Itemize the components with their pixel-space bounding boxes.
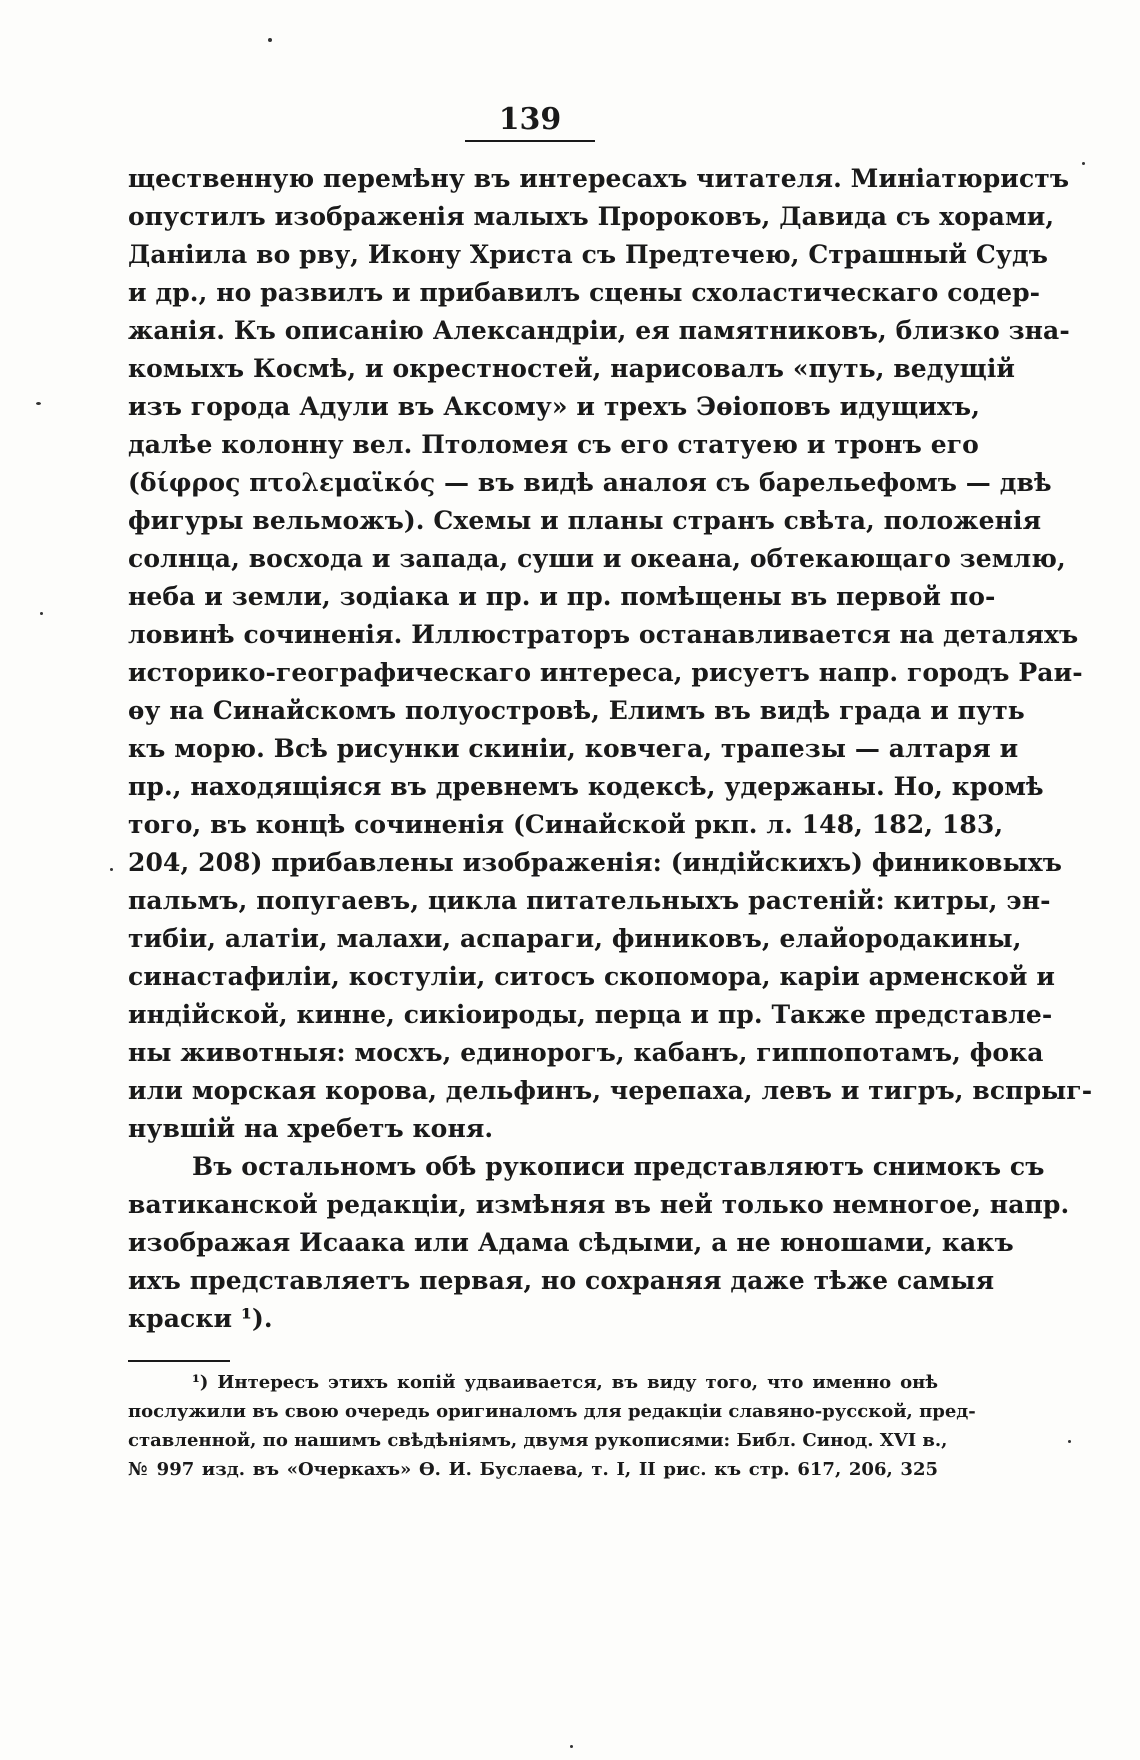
text-line: солнца, восхода и запада, суши и океана, обтекающаго землю, <box>128 544 1066 573</box>
footnote-line: ставленной, по нашимъ свѣдѣніямъ, двумя рукописями: Библ. Синод. XVI в., <box>128 1430 948 1451</box>
footnote-line: ¹) Интересъ этихъ копій удваивается, въ виду того, что именно онѣ <box>192 1372 938 1393</box>
text-line: или морская корова, дельфинъ, черепаха, левъ и тигръ, вспрыг- <box>128 1076 1093 1105</box>
text-line: ватиканской редакціи, измѣняя въ ней только немногое, напр. <box>128 1190 1070 1219</box>
text-line: 204, 208) прибавлены изображенія: (индійскихъ) финиковыхъ <box>128 848 1063 877</box>
text-line: къ морю. Всѣ рисунки скиніи, ковчега, трапезы — алтаря и <box>128 734 1019 763</box>
scan-speck <box>570 1745 573 1748</box>
text-line: опустилъ изображенія малыхъ Пророковъ, Давида съ хорами, <box>128 202 1055 231</box>
footnote-line: послужили въ свою очередь оригиналомъ для редакціи славяно-русской, пред- <box>128 1401 976 1422</box>
scan-speck <box>40 612 43 615</box>
scan-speck <box>36 402 41 405</box>
text-line: индійской, кинне, сикіоироды, перца и пр. Также представле- <box>128 1000 1053 1029</box>
text-line: Въ остальномъ обѣ рукописи представляютъ снимокъ съ <box>192 1152 1045 1181</box>
footnote-rule <box>128 1360 230 1362</box>
scan-speck <box>110 868 113 871</box>
text-line: жанія. Къ описанію Александріи, ея памятниковъ, близко зна- <box>128 316 1070 345</box>
text-line: пр., находящіяся въ древнемъ кодексѣ, удержаны. Но, кромѣ <box>128 772 1044 801</box>
footnotes <box>128 1368 976 1484</box>
text-line: ѳу на Синайскомъ полуостровѣ, Елимъ въ видѣ града и путь <box>128 696 1025 725</box>
text-line: пальмъ, попугаевъ, цикла питательныхъ растеній: китры, эн- <box>128 886 1051 915</box>
text-line: краски ¹). <box>128 1304 273 1333</box>
text-line: того, въ концѣ сочиненія (Синайской ркп. л. 148, 182, 183, <box>128 810 1004 839</box>
text-line: ихъ представляетъ первая, но сохраняя даже тѣже самыя <box>128 1266 995 1295</box>
footnote-line: № 997 изд. въ «Очеркахъ» Ѳ. И. Буслаева, т. I, II рис. къ стр. 617, 206, 325 <box>128 1459 938 1480</box>
text-line: историко-географическаго интереса, рисуетъ напр. городъ Раи- <box>128 658 1083 687</box>
text-line: щественную перемѣну въ интересахъ читателя. Миніатюристъ <box>128 164 1070 193</box>
scan-speck <box>268 38 272 42</box>
text-line: Даніила во рву, Икону Христа съ Предтечею, Страшный Судъ <box>128 240 1048 269</box>
text-line: изображая Исаака или Адама сѣдыми, а не юношами, какъ <box>128 1228 1014 1257</box>
text-line: фигуры вельможъ). Схемы и планы странъ свѣта, положенія <box>128 506 1042 535</box>
text-line: далѣе колонну вел. Птоломея съ его статуею и тронъ его <box>128 430 979 459</box>
text-line: неба и земли, зодіака и пр. и пр. помѣщены въ первой по- <box>128 582 996 611</box>
text-line: изъ города Адули въ Аксому» и трехъ Эѳіоповъ идущихъ, <box>128 392 980 421</box>
text-line: (δίφρος πτολεμαϊκός — въ видѣ аналоя съ барельефомъ — двѣ <box>128 468 1052 497</box>
page-number: 139 <box>498 102 562 137</box>
scan-speck <box>1068 1440 1071 1443</box>
text-line: ловинѣ сочиненія. Иллюстраторъ останавливается на деталяхъ <box>128 620 1079 649</box>
text-line: нувшій на хребетъ коня. <box>128 1114 494 1143</box>
text-line: тибіи, алатіи, малахи, аспараги, финиковъ, елайородакины, <box>128 924 1022 953</box>
text-line: синастафиліи, костуліи, ситосъ скопомора, каріи арменской и <box>128 962 1056 991</box>
text-line: комыхъ Космѣ, и окрестностей, нарисовалъ «путь, ведущій <box>128 354 1016 383</box>
scan-speck <box>1082 162 1085 165</box>
main-text <box>128 160 1093 1338</box>
header-rule <box>465 140 595 142</box>
text-line: ны животныя: мосхъ, единорогъ, кабанъ, гиппопотамъ, фока <box>128 1038 1044 1067</box>
text-line: и др., но развилъ и прибавилъ сцены схоластическаго содер- <box>128 278 1041 307</box>
